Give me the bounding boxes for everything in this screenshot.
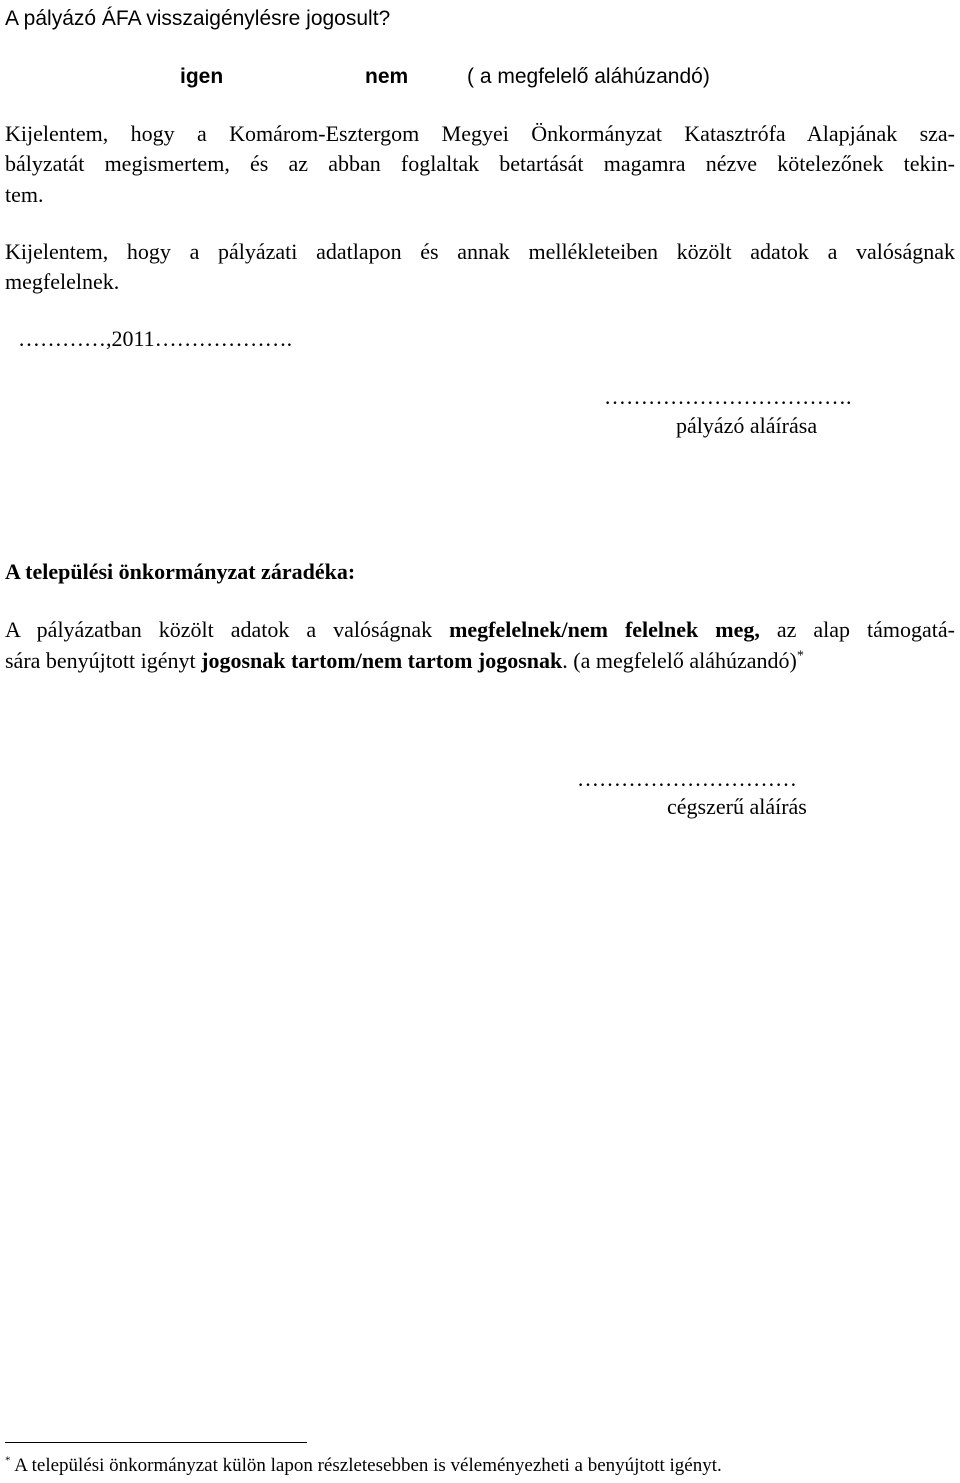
clause-heading: A települési önkormányzat záradéka: [5,559,356,584]
clause-text-line-2 [5,646,804,676]
clause-text-line-1 [5,615,955,645]
footnote-separator [5,1442,307,1443]
clause-text-part-4: . (a megfelelő aláhúzandó) [562,648,797,673]
clause-footnote-mark: * [796,648,804,664]
applicant-signature-label: pályázó aláírása [676,413,818,438]
vat-question: A pályázó ÁFA visszaigénylésre jogosult? [5,7,391,30]
declaration-data-line-1: Kijelentem, hogy a pályázati adatlapon és annak mellékleteiben közölt adatok a valóságnak [5,239,955,264]
clause-text-part-2: az alap támogatá- [759,617,955,642]
clause-text-part-3: sára benyújtott igényt [5,648,202,673]
footnote-mark: * [5,1454,11,1467]
declaration-rules-line-2: bályzatát megismertem, és az abban foglaltak betartását magamra nézve kötelezőnek tekin- [5,151,955,176]
date-line: …………,2011………………. [18,326,293,351]
official-signature-dots: ………………………… [577,766,797,791]
declaration-rules-line-3: tem. [5,182,44,207]
declaration-data-line-2: megfelelnek. [5,269,120,294]
vat-option-yes: igen [180,65,224,88]
declaration-rules-line-1: Kijelentem, hogy a Komárom-Esztergom Megyei Önkormányzat Katasztrófa Alapjának sza- [5,121,955,146]
vat-option-note: ( a megfelelő aláhúzandó) [467,65,710,88]
clause-text-bold-1: megfelelnek/nem felelnek meg, [449,617,760,642]
clause-text-bold-2: jogosnak tartom/nem tartom jogosnak [201,648,563,673]
footnote [5,1454,722,1478]
footnote-text: A települési önkormányzat külön lapon részletesebben is véleményezheti a benyújtott igényt. [10,1455,722,1476]
official-signature-label: cégszerű aláírás [667,794,807,819]
applicant-signature-dots: ……………………………. [604,384,852,409]
vat-option-no: nem [365,65,409,88]
clause-text-part-1: A pályázatban közölt adatok a valóságnak [5,617,450,642]
